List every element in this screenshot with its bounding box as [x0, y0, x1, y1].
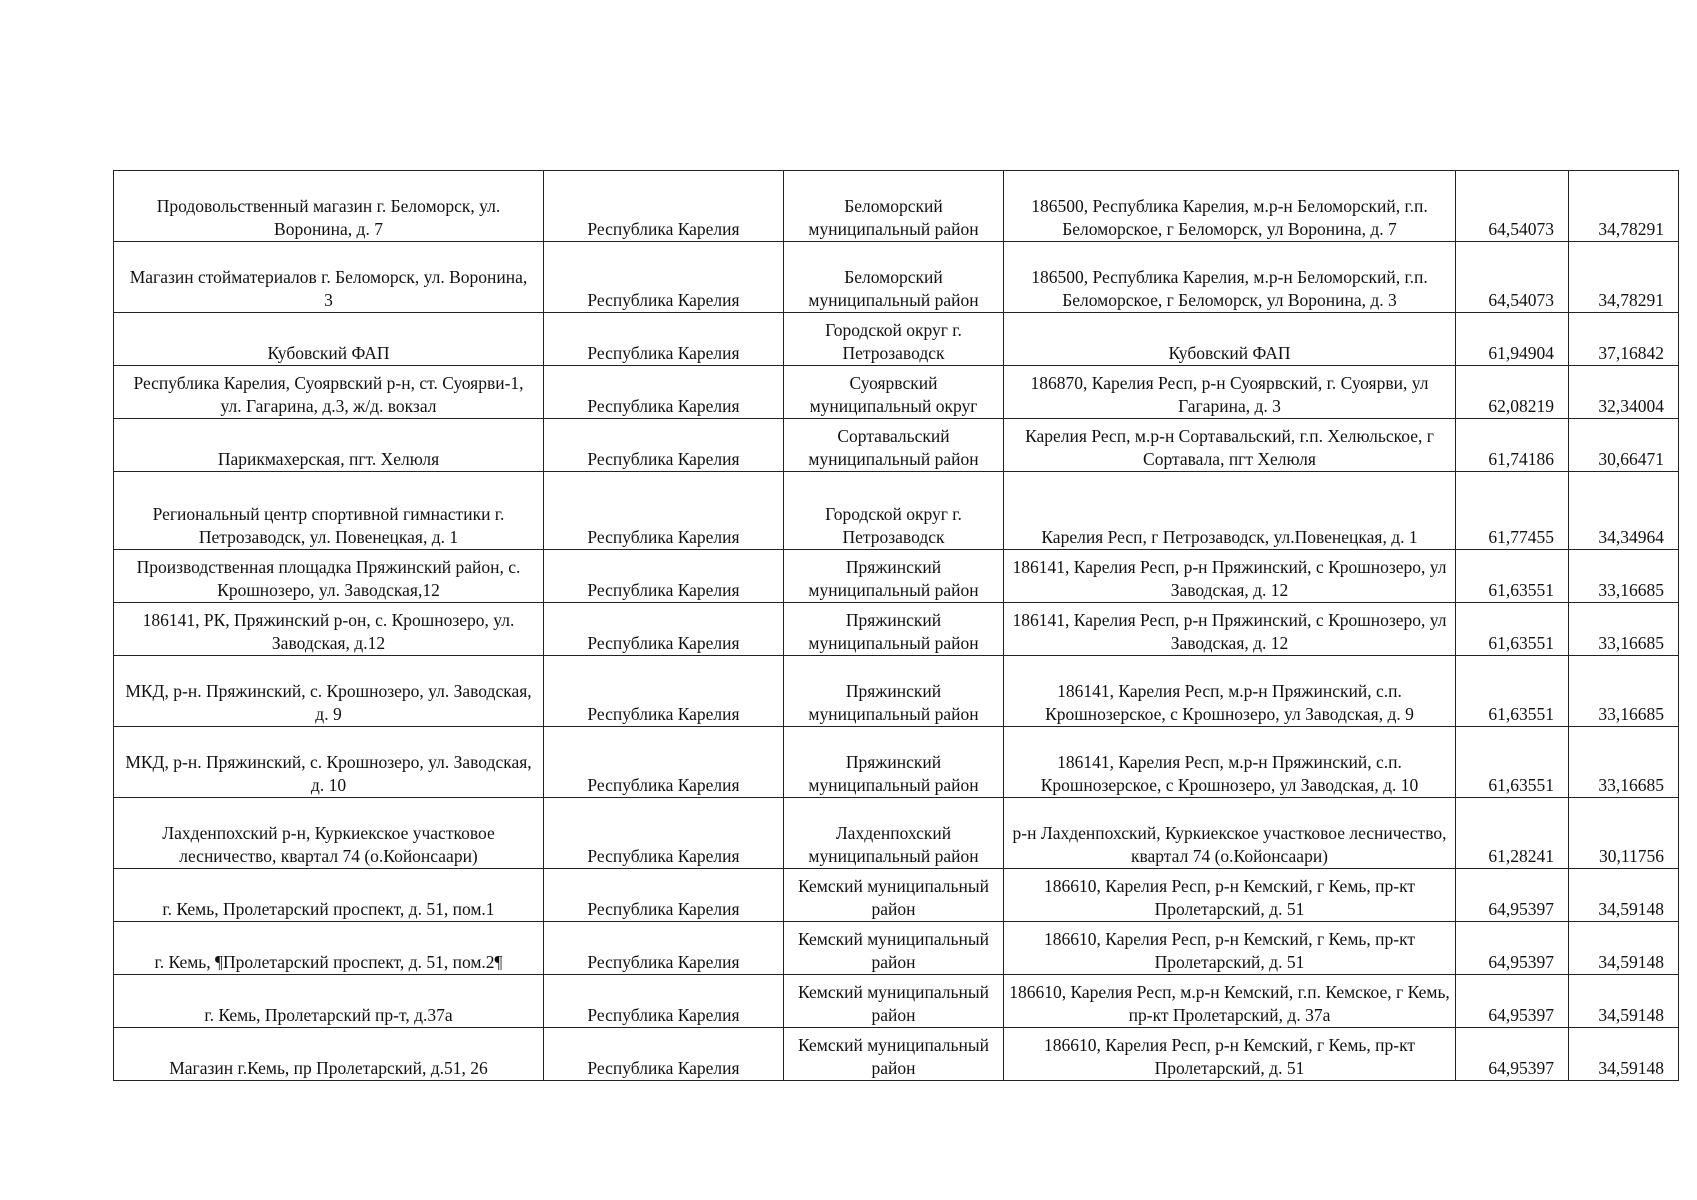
- longitude-cell: 30,11756: [1569, 798, 1679, 869]
- region-cell: Республика Карелия: [544, 550, 784, 603]
- district-cell: Кемский муниципальный район: [784, 922, 1004, 975]
- district-cell: Лахденпохский муниципальный район: [784, 798, 1004, 869]
- latitude-cell: 64,54073: [1456, 171, 1569, 242]
- table-row: [114, 550, 1679, 603]
- district-cell: Беломорский муниципальный район: [784, 171, 1004, 242]
- district-cell: Пряжинский муниципальный район: [784, 550, 1004, 603]
- district-cell: Беломорский муниципальный район: [784, 242, 1004, 313]
- address-cell: 186610, Карелия Респ, м.р-н Кемский, г.п. Кемское, г Кемь, пр-кт Пролетарский, д. 37а: [1004, 975, 1456, 1028]
- latitude-cell: 64,95397: [1456, 975, 1569, 1028]
- region-cell: Республика Карелия: [544, 313, 784, 366]
- object-name-cell: Кубовский ФАП: [114, 313, 544, 366]
- address-cell: 186141, Карелия Респ, р-н Пряжинский, с Крошнозеро, ул Заводская, д. 12: [1004, 550, 1456, 603]
- table-row: [114, 472, 1679, 550]
- object-name-cell: МКД, р-н. Пряжинский, с. Крошнозеро, ул. Заводская, д. 9: [114, 656, 544, 727]
- object-name-cell: Республика Карелия, Суоярвский р-н, ст. Суоярви-1, ул. Гагарина, д.3, ж/д. вокзал: [114, 366, 544, 419]
- table-row: [114, 869, 1679, 922]
- object-name-cell: Региональный центр спортивной гимнастики г. Петрозаводск, ул. Повенецкая, д. 1: [114, 472, 544, 550]
- object-name-cell: г. Кемь, Пролетарский проспект, д. 51, пом.1: [114, 869, 544, 922]
- object-name-cell: МКД, р-н. Пряжинский, с. Крошнозеро, ул. Заводская, д. 10: [114, 727, 544, 798]
- table-row: [114, 419, 1679, 472]
- latitude-cell: 61,63551: [1456, 727, 1569, 798]
- district-cell: Городской округ г. Петрозаводск: [784, 472, 1004, 550]
- object-name-cell: Магазин г.Кемь, пр Пролетарский, д.51, 26: [114, 1028, 544, 1081]
- address-cell: 186610, Карелия Респ, р-н Кемский, г Кемь, пр-кт Пролетарский, д. 51: [1004, 1028, 1456, 1081]
- region-cell: Республика Карелия: [544, 603, 784, 656]
- longitude-cell: 33,16685: [1569, 550, 1679, 603]
- latitude-cell: 64,95397: [1456, 1028, 1569, 1081]
- latitude-cell: 64,95397: [1456, 922, 1569, 975]
- table-row: [114, 922, 1679, 975]
- region-cell: Республика Карелия: [544, 419, 784, 472]
- object-name-cell: Лахденпохский р-н, Куркиекское участковое лесничество, квартал 74 (о.Койонсаари): [114, 798, 544, 869]
- address-cell: Кубовский ФАП: [1004, 313, 1456, 366]
- object-name-cell: Парикмахерская, пгт. Хелюля: [114, 419, 544, 472]
- longitude-cell: 32,34004: [1569, 366, 1679, 419]
- object-name-cell: Продовольственный магазин г. Беломорск, ул. Воронина, д. 7: [114, 171, 544, 242]
- district-cell: Кемский муниципальный район: [784, 869, 1004, 922]
- address-cell: 186141, Карелия Респ, м.р-н Пряжинский, с.п. Крошнозерское, с Крошнозеро, ул Заводская, д. 10: [1004, 727, 1456, 798]
- address-cell: 186870, Карелия Респ, р-н Суоярвский, г. Суоярви, ул Гагарина, д. 3: [1004, 366, 1456, 419]
- latitude-cell: 61,63551: [1456, 603, 1569, 656]
- region-cell: Республика Карелия: [544, 472, 784, 550]
- region-cell: Республика Карелия: [544, 656, 784, 727]
- object-name-cell: Магазин стойматериалов г. Беломорск, ул. Воронина, 3: [114, 242, 544, 313]
- table-row: [114, 313, 1679, 366]
- region-cell: Республика Карелия: [544, 366, 784, 419]
- longitude-cell: 34,59148: [1569, 869, 1679, 922]
- address-cell: р-н Лахденпохский, Куркиекское участковое лесничество, квартал 74 (о.Койонсаари): [1004, 798, 1456, 869]
- district-cell: Кемский муниципальный район: [784, 1028, 1004, 1081]
- latitude-cell: 61,74186: [1456, 419, 1569, 472]
- address-cell: Карелия Респ, г Петрозаводск, ул.Повенецкая, д. 1: [1004, 472, 1456, 550]
- district-cell: Пряжинский муниципальный район: [784, 656, 1004, 727]
- region-cell: Республика Карелия: [544, 922, 784, 975]
- object-name-cell: 186141, РК, Пряжинский р-он, с. Крошнозеро, ул. Заводская, д.12: [114, 603, 544, 656]
- object-name-cell: г. Кемь, Пролетарский пр-т, д.37а: [114, 975, 544, 1028]
- longitude-cell: 37,16842: [1569, 313, 1679, 366]
- longitude-cell: 33,16685: [1569, 603, 1679, 656]
- address-cell: Карелия Респ, м.р-н Сортавальский, г.п. Хелюльское, г Сортавала, пгт Хелюля: [1004, 419, 1456, 472]
- region-cell: Республика Карелия: [544, 727, 784, 798]
- region-cell: Республика Карелия: [544, 975, 784, 1028]
- latitude-cell: 64,54073: [1456, 242, 1569, 313]
- address-cell: 186610, Карелия Респ, р-н Кемский, г Кемь, пр-кт Пролетарский, д. 51: [1004, 869, 1456, 922]
- latitude-cell: 62,08219: [1456, 366, 1569, 419]
- latitude-cell: 61,94904: [1456, 313, 1569, 366]
- district-cell: Кемский муниципальный район: [784, 975, 1004, 1028]
- latitude-cell: 61,28241: [1456, 798, 1569, 869]
- locations-table: [113, 170, 1679, 1081]
- region-cell: Республика Карелия: [544, 869, 784, 922]
- table-row: [114, 656, 1679, 727]
- object-name-cell: Производственная площадка Пряжинский район, с. Крошнозеро, ул. Заводская,12: [114, 550, 544, 603]
- address-cell: 186500, Республика Карелия, м.р-н Беломорский, г.п. Беломорское, г Беломорск, ул Воронина, д. 7: [1004, 171, 1456, 242]
- longitude-cell: 33,16685: [1569, 727, 1679, 798]
- address-cell: 186141, Карелия Респ, м.р-н Пряжинский, с.п. Крошнозерское, с Крошнозеро, ул Заводская, д. 9: [1004, 656, 1456, 727]
- longitude-cell: 34,78291: [1569, 242, 1679, 313]
- object-name-cell: г. Кемь, ¶Пролетарский проспект, д. 51, пом.2¶: [114, 922, 544, 975]
- latitude-cell: 61,77455: [1456, 472, 1569, 550]
- latitude-cell: 64,95397: [1456, 869, 1569, 922]
- district-cell: Пряжинский муниципальный район: [784, 603, 1004, 656]
- table-row: [114, 1028, 1679, 1081]
- table-row: [114, 727, 1679, 798]
- district-cell: Городской округ г. Петрозаводск: [784, 313, 1004, 366]
- table-row: [114, 366, 1679, 419]
- address-cell: 186500, Республика Карелия, м.р-н Беломорский, г.п. Беломорское, г Беломорск, ул Воронина, д. 3: [1004, 242, 1456, 313]
- address-cell: 186141, Карелия Респ, р-н Пряжинский, с Крошнозеро, ул Заводская, д. 12: [1004, 603, 1456, 656]
- region-cell: Республика Карелия: [544, 1028, 784, 1081]
- table-row: [114, 242, 1679, 313]
- longitude-cell: 34,78291: [1569, 171, 1679, 242]
- longitude-cell: 34,59148: [1569, 1028, 1679, 1081]
- locations-table-body: [114, 171, 1679, 1081]
- district-cell: Сортавальский муниципальный район: [784, 419, 1004, 472]
- region-cell: Республика Карелия: [544, 171, 784, 242]
- address-cell: 186610, Карелия Респ, р-н Кемский, г Кемь, пр-кт Пролетарский, д. 51: [1004, 922, 1456, 975]
- table-row: [114, 975, 1679, 1028]
- district-cell: Суоярвский муниципальный округ: [784, 366, 1004, 419]
- table-row: [114, 603, 1679, 656]
- latitude-cell: 61,63551: [1456, 550, 1569, 603]
- longitude-cell: 34,59148: [1569, 975, 1679, 1028]
- longitude-cell: 34,59148: [1569, 922, 1679, 975]
- region-cell: Республика Карелия: [544, 798, 784, 869]
- latitude-cell: 61,63551: [1456, 656, 1569, 727]
- table-row: [114, 798, 1679, 869]
- longitude-cell: 30,66471: [1569, 419, 1679, 472]
- longitude-cell: 34,34964: [1569, 472, 1679, 550]
- district-cell: Пряжинский муниципальный район: [784, 727, 1004, 798]
- table-row: [114, 171, 1679, 242]
- longitude-cell: 33,16685: [1569, 656, 1679, 727]
- region-cell: Республика Карелия: [544, 242, 784, 313]
